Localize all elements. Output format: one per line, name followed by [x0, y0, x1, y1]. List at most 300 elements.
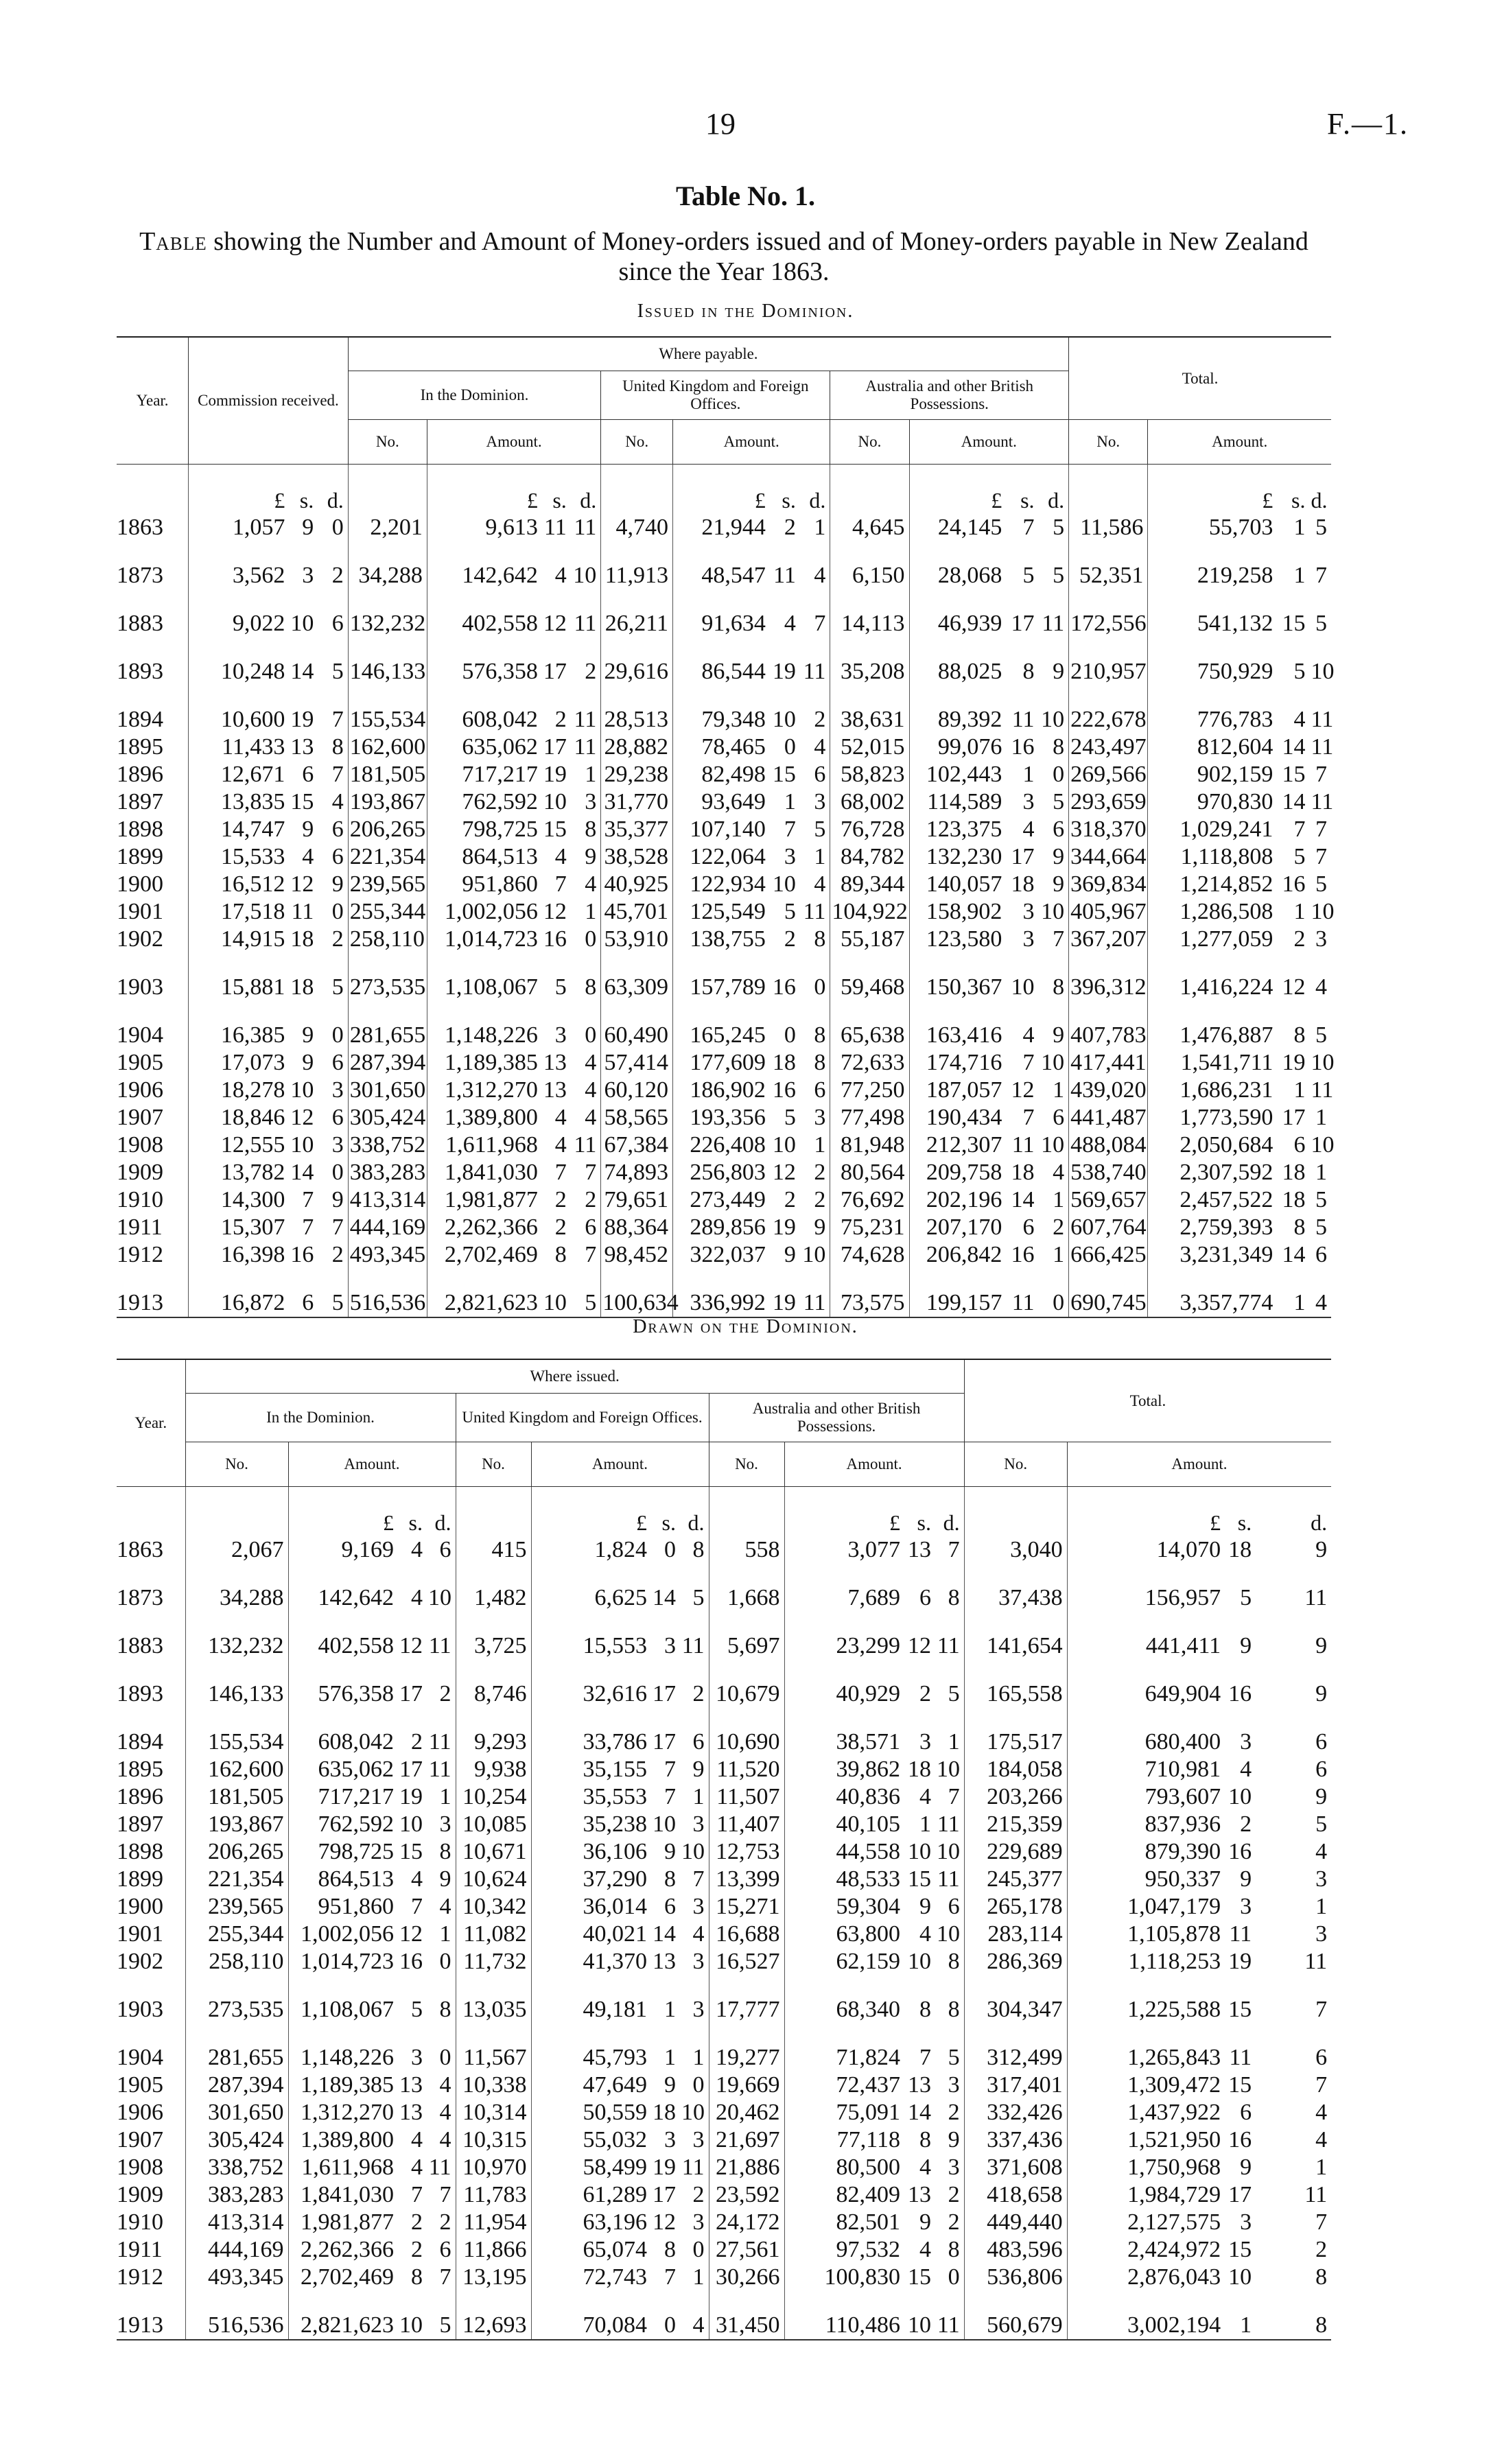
- drawn-table: [117, 1359, 1331, 2340]
- australia-pence-cell: 8: [1053, 734, 1065, 760]
- uk-pounds-cell: 107,140: [673, 816, 770, 843]
- australia-number-cell: 17,777: [709, 1975, 784, 2023]
- dominion-pounds-cell: 142,642: [288, 1564, 398, 1612]
- total-pounds-cell: 1,416,224: [1148, 953, 1278, 1001]
- dominion-pence-cell: 4: [585, 1077, 597, 1103]
- australia-number-cell: 1,668: [709, 1564, 784, 1612]
- australia-shillings-cell: 1: [919, 1811, 931, 1837]
- uk-number-cell: 10,315: [456, 2126, 531, 2154]
- uk-number-cell: 4,740: [601, 514, 673, 541]
- australia-number-cell: 74,628: [830, 1241, 909, 1269]
- total-number-cell: 488,084: [1069, 1131, 1148, 1159]
- year-cell: 1895: [117, 734, 163, 760]
- pound-unit: £: [673, 465, 770, 515]
- pence-unit: d.: [943, 1510, 960, 1535]
- total-number-cell: 536,806: [964, 2264, 1067, 2291]
- dominion-shillings-cell: 7: [554, 871, 567, 897]
- total-pence-cell: 11: [1311, 1077, 1334, 1103]
- pence-unit: d.: [688, 1510, 705, 1535]
- australia-shillings-cell: 4: [919, 2237, 931, 2262]
- australia-pounds-cell: 75,091: [784, 2099, 904, 2126]
- pence-unit: d.: [580, 488, 597, 513]
- units-row: [117, 465, 1331, 515]
- australia-number-cell: 11,407: [709, 1811, 784, 1838]
- year-cell: 1896: [117, 1784, 163, 1809]
- total-pence-cell: 11: [1311, 734, 1334, 760]
- total-pence-cell: 5: [1315, 1215, 1327, 1240]
- table-row: [117, 1131, 1331, 1159]
- australia-number-cell: 558: [709, 1536, 784, 1564]
- australia-pence-cell: 8: [948, 2237, 960, 2262]
- table-row: [117, 2236, 1331, 2264]
- australia-number-cell: 75,231: [830, 1214, 909, 1241]
- dominion-pence-cell: 4: [585, 1050, 597, 1075]
- commission-pence-cell: 7: [331, 762, 344, 787]
- uk-number-cell: 415: [456, 1536, 531, 1564]
- total-shillings-cell: 1: [1293, 563, 1306, 588]
- table-row: [117, 2023, 1331, 2072]
- uk-shillings-cell: 5: [784, 1105, 796, 1130]
- uk-shillings-cell: 17: [653, 2182, 676, 2207]
- uk-number-cell: 10,970: [456, 2154, 531, 2181]
- dominion-pence-cell: 7: [585, 1242, 597, 1267]
- uk-number-cell: 11,866: [456, 2236, 531, 2264]
- total-number-cell: 312,499: [964, 2023, 1067, 2072]
- uk-number-cell: 10,085: [456, 1811, 531, 1838]
- dominion-number-cell: 493,345: [348, 1241, 427, 1269]
- australia-pounds-cell: 23,299: [784, 1612, 904, 1660]
- dominion-shillings-cell: 3: [411, 2045, 423, 2070]
- commission-pounds-cell: 16,512: [189, 871, 290, 898]
- australia-pounds-cell: 46,939: [909, 589, 1006, 637]
- uk-pounds-cell: 82,498: [673, 761, 770, 788]
- dominion-number-cell: 146,133: [185, 1660, 288, 1708]
- australia-shillings-cell: 10: [1011, 974, 1035, 1000]
- australia-shillings-cell: 12: [908, 1633, 931, 1658]
- total-shillings-cell: 15: [1228, 1997, 1252, 2022]
- australia-pounds-cell: 202,196: [909, 1186, 1006, 1214]
- uk-pence-cell: 3: [814, 789, 826, 814]
- year-cell: 1907: [117, 2127, 163, 2152]
- uk-pounds-cell: 35,155: [531, 1756, 651, 1783]
- caption-text: showing the Number and Amount of Money-orders issued and of Money-orders payable in New Zealand since the Year 1863.: [213, 227, 1308, 286]
- uk-pence-cell: 4: [814, 734, 826, 760]
- uk-pence-cell: 4: [814, 563, 826, 588]
- australia-no-header: No.: [830, 420, 909, 465]
- table-row: [117, 2264, 1331, 2291]
- total-number-cell: 538,740: [1069, 1159, 1148, 1186]
- total-pence-cell: 7: [1315, 817, 1327, 842]
- uk-pence-cell: 3: [692, 1811, 705, 1837]
- total-pounds-cell: 3,231,349: [1148, 1241, 1278, 1269]
- commission-pounds-cell: 18,278: [189, 1077, 290, 1104]
- table-row: [117, 871, 1331, 898]
- australia-number-cell: 31,450: [709, 2291, 784, 2340]
- total-pence-cell: 11: [1304, 1585, 1328, 1610]
- dominion-pence-cell: 7: [439, 2182, 451, 2207]
- total-number-cell: 283,114: [964, 1921, 1067, 1948]
- dominion-pounds-cell: 1,981,877: [288, 2209, 398, 2236]
- table-row: [117, 2099, 1331, 2126]
- total-pounds-cell: 970,830: [1148, 788, 1278, 816]
- dominion-shillings-cell: 11: [544, 515, 567, 540]
- uk-pounds-cell: 15,553: [531, 1612, 651, 1660]
- pound-unit: £: [288, 1487, 398, 1537]
- total-number-cell: 175,517: [964, 1708, 1067, 1756]
- year-cell: 1908: [117, 1132, 163, 1158]
- dominion-pence-cell: 1: [585, 762, 597, 787]
- australia-no-unit-cell: [830, 465, 909, 515]
- total-shillings-cell: 16: [1228, 1839, 1252, 1864]
- uk-pounds-cell: 63,196: [531, 2209, 651, 2236]
- dominion-pounds-cell: 1,108,067: [427, 953, 542, 1001]
- total-pounds-cell: 441,411: [1067, 1612, 1225, 1660]
- dominion-shillings-cell: 4: [411, 2155, 423, 2180]
- dominion-number-cell: 132,232: [348, 589, 427, 637]
- total-shillings-cell: 11: [1229, 1921, 1252, 1947]
- dominion-pounds-cell: 864,513: [288, 1866, 398, 1893]
- australia-pence-cell: 9: [1053, 659, 1065, 684]
- total-shillings-cell: 12: [1282, 974, 1306, 1000]
- dominion-shillings-cell: 17: [543, 734, 567, 760]
- commission-shillings-cell: 14: [290, 659, 314, 684]
- uk-pence-cell: 3: [692, 2127, 705, 2152]
- dominion-pounds-cell: 1,189,385: [427, 1049, 542, 1077]
- dominion-pounds-cell: 635,062: [427, 734, 542, 761]
- dominion-shillings-cell: 4: [411, 1537, 423, 1562]
- year-cell: 1895: [117, 1757, 163, 1782]
- uk-shillings-cell: 0: [784, 1022, 796, 1048]
- dominion-shillings-cell: 2: [554, 1215, 567, 1240]
- dominion-shillings-cell: 15: [543, 817, 567, 842]
- dominion-pounds-cell: 9,169: [288, 1536, 398, 1564]
- total-pence-cell: 6: [1315, 1757, 1328, 1782]
- total-shillings-cell: 16: [1228, 2127, 1252, 2152]
- australia-pounds-cell: 63,800: [784, 1921, 904, 1948]
- australia-shillings-cell: 7: [1022, 1050, 1035, 1075]
- australia-number-cell: 52,015: [830, 734, 909, 761]
- commission-pence-cell: 0: [331, 1022, 344, 1048]
- australia-pence-cell: 9: [1053, 844, 1065, 869]
- year-cell: 1873: [117, 1585, 163, 1610]
- dominion-number-cell: 181,505: [348, 761, 427, 788]
- commission-pence-cell: 3: [331, 1077, 344, 1103]
- uk-pence-cell: 11: [681, 1633, 705, 1658]
- uk-pence-cell: 10: [681, 1839, 705, 1864]
- total-shillings-cell: 11: [1229, 2045, 1252, 2070]
- australia-pounds-cell: 140,057: [909, 871, 1006, 898]
- total-shillings-cell: 16: [1282, 871, 1306, 897]
- dominion-shillings-cell: 5: [411, 1997, 423, 2022]
- dominion-pounds-cell: 1,611,968: [288, 2154, 398, 2181]
- australia-pence-cell: 11: [937, 1633, 960, 1658]
- year-cell: 1901: [117, 899, 163, 924]
- dominion-number-cell: 162,600: [185, 1756, 288, 1783]
- total-pence-cell: 5: [1315, 1811, 1328, 1837]
- table-row: [117, 2154, 1331, 2181]
- australia-pence-cell: 11: [937, 1811, 960, 1837]
- dominion-amount-header: Amount.: [427, 420, 600, 465]
- year-cell: 1900: [117, 1894, 163, 1919]
- total-shillings-cell: 18: [1282, 1160, 1306, 1185]
- australia-shillings-cell: 4: [1022, 1022, 1035, 1048]
- uk-shillings-cell: 1: [664, 2045, 676, 2070]
- uk-pounds-cell: 6,625: [531, 1564, 651, 1612]
- total-pounds-cell: 3,357,774: [1148, 1269, 1278, 1317]
- dominion-pounds-cell: 762,592: [288, 1811, 398, 1838]
- dominion-pounds-cell: 1,312,270: [427, 1077, 542, 1104]
- uk-shillings-cell: 8: [664, 1866, 676, 1892]
- total-shillings-cell: 4: [1293, 707, 1306, 732]
- total-pounds-cell: 219,258: [1148, 541, 1278, 589]
- dominion-pence-cell: 10: [573, 563, 597, 588]
- dominion-pence-cell: 3: [439, 1811, 451, 1837]
- total-shillings-cell: 14: [1282, 789, 1306, 814]
- total-shillings-cell: 3: [1240, 2209, 1252, 2235]
- uk-shillings-cell: 5: [784, 899, 796, 924]
- total-pounds-cell: 1,521,950: [1067, 2126, 1225, 2154]
- dominion-number-cell: 444,169: [348, 1214, 427, 1241]
- uk-shillings-cell: 10: [772, 707, 796, 732]
- total-pounds-cell: 1,265,843: [1067, 2023, 1225, 2072]
- uk-number-cell: 3,725: [456, 1612, 531, 1660]
- commission-pounds-cell: 15,881: [189, 953, 290, 1001]
- drawn-total-header: Total.: [964, 1359, 1331, 1442]
- australia-number-cell: 76,692: [830, 1186, 909, 1214]
- uk-pounds-cell: 78,465: [673, 734, 770, 761]
- australia-pence-cell: 1: [948, 1729, 960, 1755]
- uk-number-cell: 10,254: [456, 1783, 531, 1811]
- commission-pounds-cell: 14,747: [189, 816, 290, 843]
- uk-number-cell: 10,342: [456, 1893, 531, 1921]
- total-pounds-cell: 649,904: [1067, 1660, 1225, 1708]
- uk-shillings-cell: 10: [653, 1811, 676, 1837]
- dominion-pounds-cell: 798,725: [288, 1838, 398, 1866]
- dominion-number-cell: 162,600: [348, 734, 427, 761]
- uk-number-cell: 100,634: [601, 1269, 673, 1317]
- australia-pounds-cell: 3,077: [784, 1536, 904, 1564]
- total-shillings-cell: 15: [1228, 2072, 1252, 2098]
- table-row: [117, 1001, 1331, 1049]
- australia-pence-cell: 8: [948, 1949, 960, 1974]
- total-amount-header: Amount.: [1148, 420, 1331, 465]
- australia-shillings-cell: 11: [1011, 707, 1035, 732]
- uk-pounds-cell: 65,074: [531, 2236, 651, 2264]
- uk-shillings-cell: 0: [664, 1537, 676, 1562]
- dominion-number-cell: 413,314: [348, 1186, 427, 1214]
- dominion-shillings-cell: 10: [398, 2291, 427, 2340]
- total-number-cell: 405,967: [1069, 898, 1148, 926]
- dominion-shillings-cell: 17: [543, 659, 567, 684]
- australia-number-cell: 13,399: [709, 1866, 784, 1893]
- australia-pence-cell: 0: [948, 2264, 960, 2290]
- uk-pence-cell: 3: [692, 2209, 705, 2235]
- year-cell: 1898: [117, 1839, 163, 1864]
- dominion-pence-cell: 4: [439, 2100, 451, 2125]
- uk-shillings-cell: 3: [784, 844, 796, 869]
- dominion-pence-cell: 8: [439, 1997, 451, 2022]
- commission-pence-cell: 8: [331, 734, 344, 760]
- australia-pence-cell: 5: [1053, 789, 1065, 814]
- australia-pence-cell: 6: [1053, 817, 1065, 842]
- total-number-cell: 269,566: [1069, 761, 1148, 788]
- uk-shillings-cell: 16: [772, 1077, 796, 1103]
- australia-pence-cell: 3: [948, 2072, 960, 2098]
- dominion-pounds-cell: 1,148,226: [288, 2023, 398, 2072]
- dominion-pounds-cell: 2,702,469: [427, 1241, 542, 1269]
- australia-shillings-cell: 8: [1022, 659, 1035, 684]
- australia-pounds-cell: 40,836: [784, 1783, 904, 1811]
- dominion-number-cell: 193,867: [348, 788, 427, 816]
- dominion-shillings-cell: 13: [543, 1077, 567, 1103]
- uk-pence-cell: 8: [814, 1022, 826, 1048]
- dominion-shillings-cell: 13: [399, 2072, 423, 2098]
- year-cell: 1905: [117, 1050, 163, 1075]
- uk-number-cell: 67,384: [601, 1131, 673, 1159]
- australia-pence-cell: 6: [1053, 1105, 1065, 1130]
- table-row: [117, 1783, 1331, 1811]
- australia-amount-header: Amount.: [909, 420, 1069, 465]
- australia-pounds-cell: 28,068: [909, 541, 1006, 589]
- australia-number-cell: 10,679: [709, 1660, 784, 1708]
- total-number-cell: 369,834: [1069, 871, 1148, 898]
- dominion-pounds-cell: 2,702,469: [288, 2264, 398, 2291]
- uk-pence-cell: 4: [680, 2291, 709, 2340]
- total-pounds-cell: 1,286,508: [1148, 898, 1278, 926]
- total-pence-cell: 6: [1315, 2045, 1328, 2070]
- pence-unit: d.: [1311, 1510, 1328, 1535]
- total-pence-cell: 1: [1315, 1160, 1327, 1185]
- uk-pounds-cell: 72,743: [531, 2264, 651, 2291]
- total-pounds-cell: 14,070: [1067, 1536, 1225, 1564]
- dominion-pence-cell: 11: [428, 1633, 451, 1658]
- dominion-shillings-cell: 2: [411, 2209, 423, 2235]
- commission-shillings-cell: 18: [290, 974, 314, 1000]
- australia-pence-cell: 5: [1053, 515, 1065, 540]
- total-pence-cell: 9: [1315, 1784, 1328, 1809]
- total-number-cell: 210,957: [1069, 637, 1148, 685]
- year-cell: 1900: [117, 871, 163, 897]
- total-pence-cell: 1: [1315, 2155, 1328, 2180]
- australia-number-cell: 11,507: [709, 1783, 784, 1811]
- dominion-pounds-cell: 576,358: [427, 637, 542, 685]
- dominion-shillings-cell: 4: [411, 1866, 423, 1892]
- uk-number-cell: 11,732: [456, 1948, 531, 1975]
- australia-shillings-cell: 7: [919, 2045, 931, 2070]
- total-pounds-cell: 710,981: [1067, 1756, 1225, 1783]
- total-pounds-cell: 1,118,253: [1067, 1948, 1225, 1975]
- total-shillings-cell: 15: [1228, 2237, 1252, 2262]
- uk-pounds-cell: 138,755: [673, 926, 770, 953]
- pound-unit: £: [189, 465, 290, 515]
- total-pounds-cell: 541,132: [1148, 589, 1278, 637]
- total-pence-cell: 4: [1309, 1269, 1331, 1317]
- commission-pence-cell: 2: [331, 563, 344, 588]
- total-number-cell: 165,558: [964, 1660, 1067, 1708]
- uk-pounds-cell: 61,289: [531, 2181, 651, 2209]
- total-number-cell: 293,659: [1069, 788, 1148, 816]
- uk-number-cell: 60,490: [601, 1001, 673, 1049]
- commission-pounds-cell: 14,915: [189, 926, 290, 953]
- australia-number-cell: 19,277: [709, 2023, 784, 2072]
- total-shillings-cell: 10: [1228, 1784, 1252, 1809]
- uk-pounds-cell: 289,856: [673, 1214, 770, 1241]
- australia-shillings-cell: 15: [908, 1866, 931, 1892]
- year-cell: 1893: [117, 659, 163, 684]
- dominion-shillings-cell: 4: [554, 1132, 567, 1158]
- australia-pence-cell: 10: [937, 1839, 960, 1864]
- total-shillings-cell: 9: [1240, 2155, 1252, 2180]
- uk-shillings-cell: 1: [784, 789, 796, 814]
- australia-pounds-cell: 40,929: [784, 1660, 904, 1708]
- total-pence-cell: 6: [1315, 1242, 1327, 1267]
- dominion-pence-cell: 11: [574, 611, 597, 636]
- uk-number-cell: 13,195: [456, 2264, 531, 2291]
- table-row: [117, 1893, 1331, 1921]
- uk-shillings-cell: 9: [664, 1839, 676, 1864]
- dominion-pence-cell: 0: [439, 1949, 451, 1974]
- australia-shillings-cell: 10: [908, 1949, 931, 1974]
- dominion-pence-cell: 4: [439, 2072, 451, 2098]
- uk-pounds-cell: 157,789: [673, 953, 770, 1001]
- total-pounds-cell: 1,118,808: [1148, 843, 1278, 871]
- australia-number-cell: 30,266: [709, 2264, 784, 2291]
- uk-shillings-cell: 7: [664, 1784, 676, 1809]
- uk-shillings-cell: 17: [653, 1729, 676, 1755]
- australia-pounds-cell: 123,580: [909, 926, 1006, 953]
- total-pounds-cell: 812,604: [1148, 734, 1278, 761]
- dominion-number-cell: 206,265: [348, 816, 427, 843]
- uk-shillings-cell: 10: [772, 1132, 796, 1158]
- issued-table-body: [117, 465, 1335, 1318]
- dominion-pounds-cell: 1,148,226: [427, 1001, 542, 1049]
- australia-pence-cell: 10: [1041, 1050, 1065, 1075]
- table-row: [117, 953, 1331, 1001]
- drawn-total-no-header: No.: [964, 1442, 1067, 1487]
- total-pence-cell: 7: [1315, 563, 1327, 588]
- year-cell: 1894: [117, 1729, 163, 1755]
- total-pounds-cell: 1,773,590: [1148, 1104, 1278, 1131]
- dominion-pence-cell: 11: [428, 2155, 451, 2180]
- year-cell: 1909: [117, 1160, 163, 1185]
- dominion-shillings-cell: 12: [399, 1921, 423, 1947]
- australia-number-cell: 16,688: [709, 1921, 784, 1948]
- table-row: [117, 1077, 1331, 1104]
- table-row: [117, 1811, 1331, 1838]
- commission-pence-cell: 2: [331, 926, 344, 952]
- year-header: Year.: [117, 337, 189, 465]
- australia-shillings-cell: 14: [908, 2100, 931, 2125]
- australia-number-cell: 81,948: [830, 1131, 909, 1159]
- total-number-cell: 286,369: [964, 1948, 1067, 1975]
- australia-pence-cell: 9: [1053, 871, 1065, 897]
- total-number-cell: 229,689: [964, 1838, 1067, 1866]
- australia-pounds-cell: 187,057: [909, 1077, 1006, 1104]
- uk-shillings-cell: 2: [784, 926, 796, 952]
- pound-unit: £: [1067, 1487, 1225, 1537]
- dominion-shillings-cell: 17: [399, 1757, 423, 1782]
- uk-amount-header: Amount.: [673, 420, 830, 465]
- australia-pounds-cell: 207,170: [909, 1214, 1006, 1241]
- total-pence-cell: 11: [1304, 2182, 1328, 2207]
- dominion-shillings-cell: 17: [399, 1681, 423, 1706]
- dominion-pence-cell: 4: [439, 2127, 451, 2152]
- uk-shillings-cell: 19: [772, 1215, 796, 1240]
- drawn-uk-header: United Kingdom and Foreign Offices.: [456, 1394, 709, 1442]
- dominion-shillings-cell: 4: [411, 2127, 423, 2152]
- total-number-cell: 317,401: [964, 2072, 1067, 2099]
- uk-pence-cell: 7: [692, 1866, 705, 1892]
